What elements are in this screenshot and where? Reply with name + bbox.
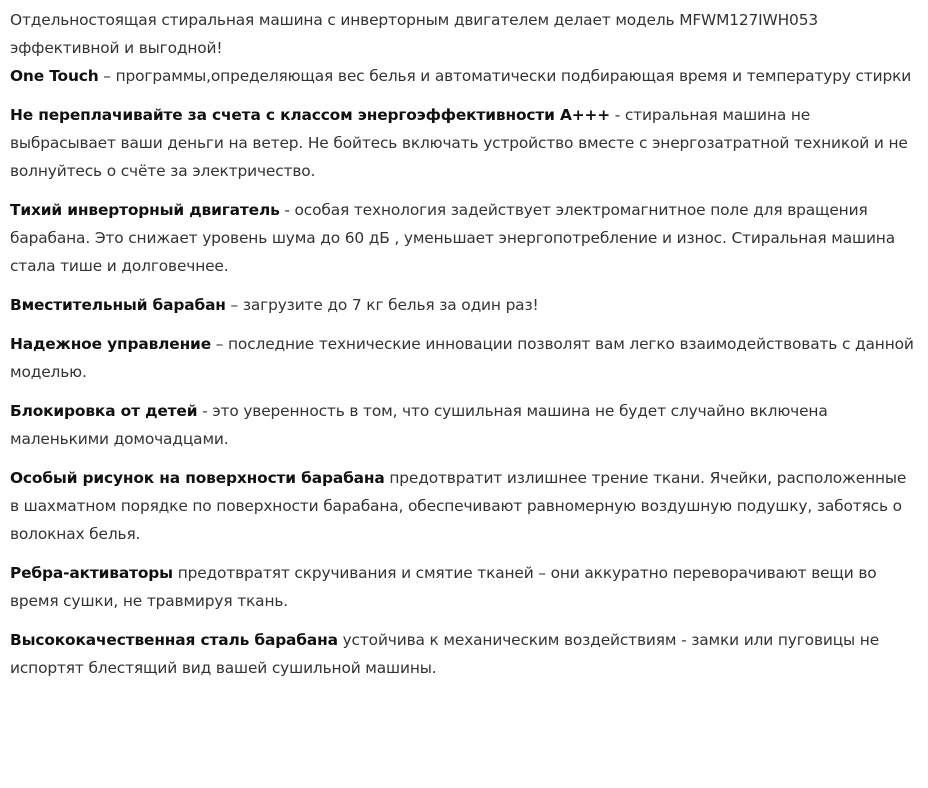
feature-drum-pattern	[10, 464, 916, 548]
intro-paragraph	[10, 6, 916, 62]
feature-title: Надежное управление	[10, 335, 211, 353]
feature-text: устойчива к механическим воздействиям - замки или пуговицы не испортят блестящий вид вашей сушильной машины.	[10, 631, 880, 677]
feature-inverter-motor	[10, 196, 916, 280]
feature-text: – программы,определяющая вес белья и автоматически подбирающая время и температуру стирки	[98, 67, 912, 85]
feature-text: - особая технология задействует электромагнитное поле для вращения барабана. Это снижает уровень шума до 60 дБ , уменьшает энергопотребление и износ. Стиральная машина стала тише и долговечнее.	[10, 201, 895, 275]
feature-title: Высококачественная сталь барабана	[10, 631, 338, 649]
feature-title: Вместительный барабан	[10, 296, 226, 314]
feature-text: предотвратят скручивания и смятие тканей – они аккуратно переворачивают вещи во время сушки, не травмируя ткань.	[10, 564, 877, 610]
feature-title: Не переплачивайте за счета с классом энергоэффективности А+++	[10, 106, 610, 124]
feature-text: – загрузите до 7 кг белья за один раз!	[225, 296, 539, 314]
feature-control	[10, 330, 916, 386]
feature-title: Блокировка от детей	[10, 402, 198, 420]
feature-text: предотвратит излишнее трение ткани. Ячейки, расположенные в шахматном порядке по поверхности барабана, обеспечивают равномерную воздушную подушку, заботясь о волокнах белья.	[10, 469, 907, 543]
feature-steel-drum	[10, 626, 916, 682]
feature-child-lock	[10, 397, 916, 453]
intro-text: Отдельностоящая стиральная машина с инверторным двигателем делает модель MFWM127IWH053 эффективной и выгодной!	[10, 11, 818, 57]
feature-title: Ребра-активаторы	[10, 564, 173, 582]
feature-drum-capacity	[10, 291, 916, 319]
feature-one-touch	[10, 62, 916, 90]
feature-title: Тихий инверторный двигатель	[10, 201, 280, 219]
feature-text: - стиральная машина не выбрасывает ваши деньги на ветер. Не бойтесь включать устройство вместе с энергозатратной техникой и не волнуйтесь о счёте за электричество.	[10, 106, 908, 180]
feature-text: – последние технические инновации позволят вам легко взаимодействовать с данной моделью.	[10, 335, 914, 381]
feature-energy-class	[10, 101, 916, 185]
feature-title: Особый рисунок на поверхности барабана	[10, 469, 385, 487]
feature-title: One Touch	[10, 67, 99, 85]
feature-activator-ribs	[10, 559, 916, 615]
feature-text: - это уверенность в том, что сушильная машина не будет случайно включена маленькими домочадцами.	[10, 402, 828, 448]
